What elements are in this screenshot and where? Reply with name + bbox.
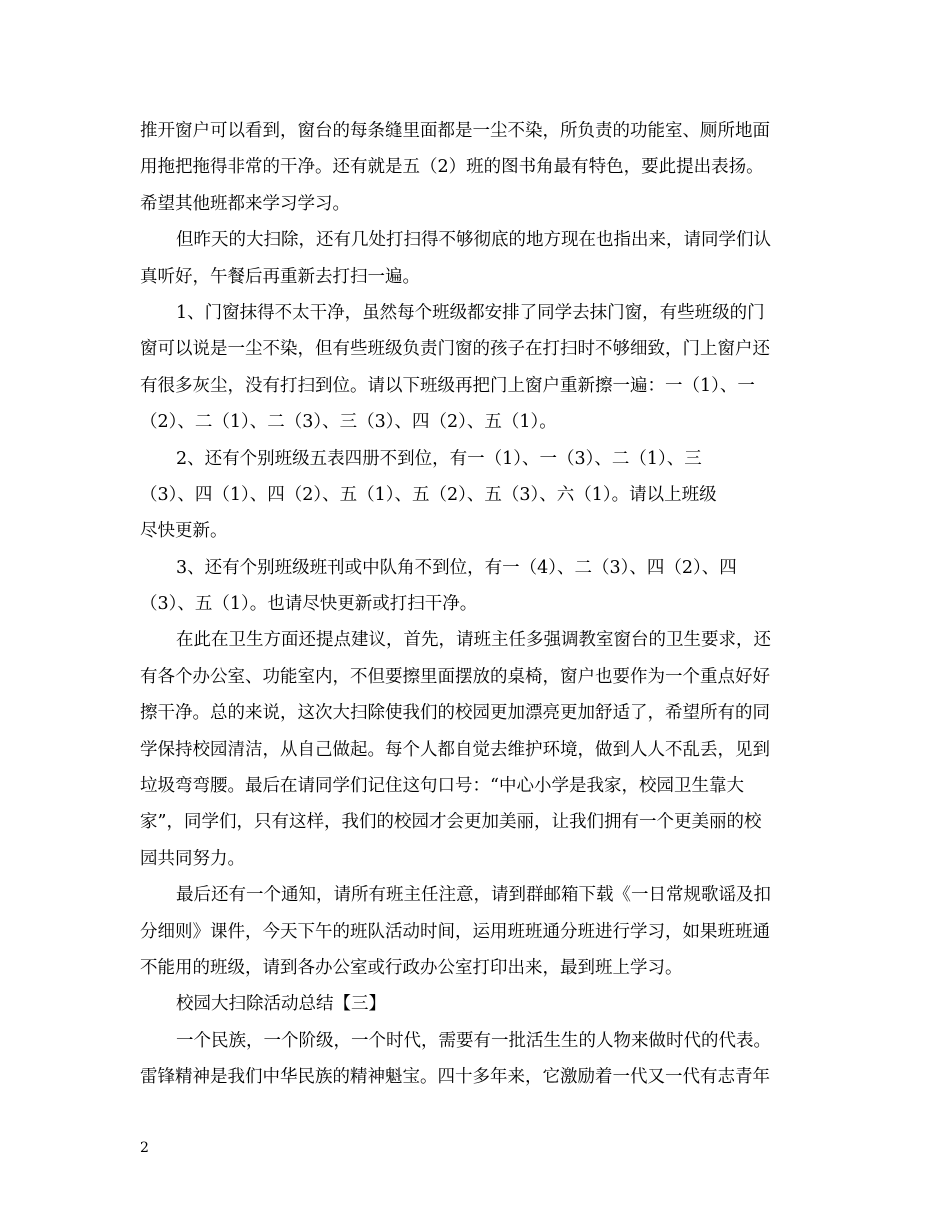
- text-line: 园共同努力。: [140, 848, 245, 869]
- text-line: 用拖把拖得非常的干净。还有就是五（2）班的图书角最有特色，要此提出表扬。: [140, 157, 764, 178]
- text-line: 分细则》课件，今天下午的班队活动时间，运用班班通分班进行学习，如果班班通: [140, 921, 770, 942]
- paragraph-start-line: 最后还有一个通知，请所有班主任注意，请到群邮箱下载《一日常规歌谣及扣: [176, 885, 771, 906]
- text-line: （3）、五（1）。也请尽快更新或打扫干净。: [140, 594, 478, 615]
- text-line: 尽快更新。: [140, 521, 228, 542]
- paragraph-start-line: 但昨天的大扫除，还有几处打扫得不够彻底的地方现在也指出来，请同学们认: [176, 230, 771, 251]
- text-line: 窗可以说是一尘不染，但有些班级负责门窗的孩子在打扫时不够细致，门上窗户还: [140, 339, 770, 360]
- text-line: 雷锋精神是我们中华民族的精神魁宝。四十多年来，它激励着一代又一代有志青年: [140, 1067, 770, 1088]
- paragraph-start-line: 一个民族，一个阶级，一个时代，需要有一批活生生的人物来做时代的代表。: [176, 1030, 771, 1051]
- text-line: （3）、四（1）、四（2）、五（1）、五（2）、五（3）、六（1）。请以上班级: [140, 484, 717, 505]
- text-line: 希望其他班都来学习学习。: [140, 193, 350, 214]
- text-line: 不能用的班级，请到各办公室或行政办公室打印出来，最到班上学习。: [140, 957, 683, 978]
- text-line: 垃圾弯弯腰。最后在请同学们记住这句口号：“中心小学是我家，校园卫生靠大: [140, 776, 744, 797]
- text-line: 推开窗户可以看到，窗台的每条缝里面都是一尘不染，所负责的功能室、厕所地面: [140, 121, 770, 141]
- text-line: 学保持校园清洁，从自己做起。每个人都自觉去维护环境，做到人人不乱丢，见到: [140, 739, 770, 760]
- list-item-1-line: 1、门窗抹得不太干净，虽然每个班级都安排了同学去抹门窗，有些班级的门: [176, 302, 765, 323]
- page-number: 2: [140, 1140, 149, 1156]
- document-body: [140, 113, 812, 1096]
- text-line: （2）、二（1）、二（3）、三（3）、四（2）、五（1）。: [140, 412, 557, 433]
- text-line: 真听好，午餐后再重新去打扫一遍。: [140, 266, 420, 287]
- text-line: 有很多灰尘，没有打扫到位。请以下班级再把门上窗户重新擦一遍：一（1）、一: [140, 375, 755, 396]
- list-item-3-line: 3、还有个别班级班刊或中队角不到位，有一（4）、二（3）、四（2）、四: [176, 557, 737, 578]
- section-heading: 校园大扫除活动总结【三】: [176, 994, 386, 1015]
- list-item-2-line: 2、还有个别班级五表四册不到位，有一（1）、一（3）、二（1）、三: [176, 448, 702, 469]
- text-line: 擦干净。总的来说，这次大扫除使我们的校园更加漂亮更加舒适了，希望所有的同: [140, 703, 770, 724]
- text-line: 家”，同学们，只有这样，我们的校园才会更加美丽，让我们拥有一个更美丽的校: [140, 812, 762, 833]
- paragraph-start-line: 在此在卫生方面还提点建议，首先，请班主任多强调教室窗台的卫生要求，还: [176, 630, 771, 651]
- text-line: 有各个办公室、功能室内，不但要擦里面摆放的桌椅，窗户也要作为一个重点好好: [140, 666, 770, 687]
